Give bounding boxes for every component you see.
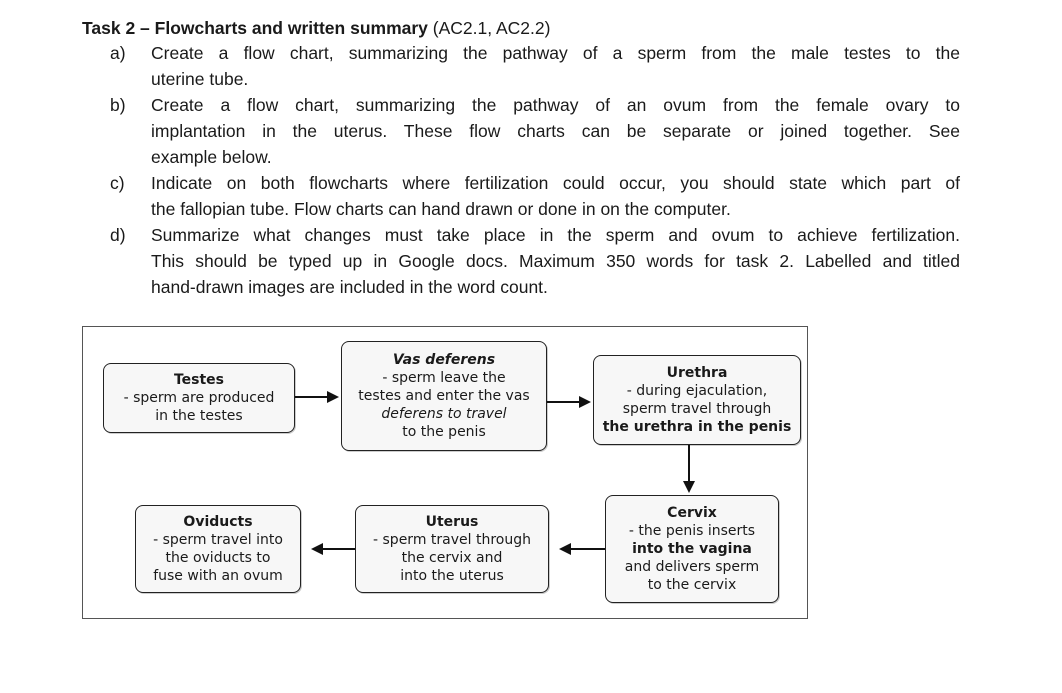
task-title-codes: (AC2.1, AC2.2) [427, 18, 551, 38]
flow-box-heading: Urethra [666, 365, 728, 381]
item-line: Create a flow chart, summarizing the pathway of a sperm from the male testes to the [151, 43, 960, 63]
flow-box-line: into the vagina [632, 541, 752, 557]
arrow-testes-to-vas-deferens [295, 391, 339, 403]
flow-box-heading: Cervix [667, 505, 717, 521]
item-line: example below. [151, 147, 272, 167]
flow-box-heading: Vas deferens [392, 352, 496, 368]
flow-box-line: the oviducts to [165, 550, 271, 566]
arrow-cervix-to-uterus [559, 543, 605, 555]
item-text [151, 170, 960, 222]
flow-arrows [83, 327, 809, 620]
item-line: the fallopian tube. Flow charts can hand drawn or done in on the computer. [151, 199, 731, 219]
flow-box-line: fuse with an ovum [153, 568, 283, 584]
flow-box-line: testes and enter the vas [358, 388, 530, 404]
flow-box-line: - sperm leave the [382, 370, 506, 386]
flow-box-line: the cervix and [401, 550, 503, 566]
flow-box-heading: Oviducts [183, 514, 253, 530]
item-line: hand-drawn images are included in the word count. [151, 277, 548, 297]
item-letter: c) [110, 173, 125, 193]
flow-box-line: - the penis inserts [628, 523, 756, 539]
item-text [151, 92, 960, 170]
item-line: implantation in the uterus. These flow charts can be separate or joined together. See [151, 121, 960, 141]
flow-box-line: to the penis [402, 424, 486, 440]
flow-box-line: deferens to travel [381, 406, 507, 422]
flow-box-line: the urethra in the penis [602, 419, 792, 435]
flow-box-line: - during ejaculation, [626, 383, 768, 399]
item-line: Indicate on both flowcharts where fertilization could occur, you should state which part of [151, 173, 960, 193]
flow-box-line: - sperm are produced [123, 390, 275, 406]
flow-box-line: - sperm travel into [153, 532, 283, 548]
item-letter: a) [110, 43, 126, 63]
flow-box-heading: Uterus [425, 514, 479, 530]
flow-box-line: to the cervix [647, 577, 737, 593]
item-letter: d) [110, 225, 126, 245]
arrow-urethra-to-cervix [683, 445, 695, 493]
flowchart-figure [82, 326, 808, 619]
arrow-uterus-to-oviducts [311, 543, 355, 555]
flow-box-line: into the uterus [400, 568, 504, 584]
flow-box-line: sperm travel through [622, 401, 772, 417]
flow-box-line: in the testes [155, 408, 243, 424]
item-line: uterine tube. [151, 69, 249, 89]
task-title [82, 16, 550, 40]
item-letter: b) [110, 95, 126, 115]
item-line: Summarize what changes must take place in the sperm and ovum to achieve fertilization. [151, 225, 960, 245]
flow-box-heading: Testes [173, 372, 225, 388]
item-line: This should be typed up in Google docs. Maximum 350 words for task 2. Labelled and titled [151, 251, 960, 271]
item-line: Create a flow chart, summarizing the pathway of an ovum from the female ovary to [151, 95, 960, 115]
task-title-bold: Task 2 – Flowcharts and written summary [82, 18, 428, 38]
item-text [151, 40, 960, 92]
arrow-vas-deferens-to-urethra [547, 396, 591, 408]
flow-box-line: and delivers sperm [624, 559, 760, 575]
flow-box-line: - sperm travel through [373, 532, 531, 548]
item-text [151, 222, 960, 300]
